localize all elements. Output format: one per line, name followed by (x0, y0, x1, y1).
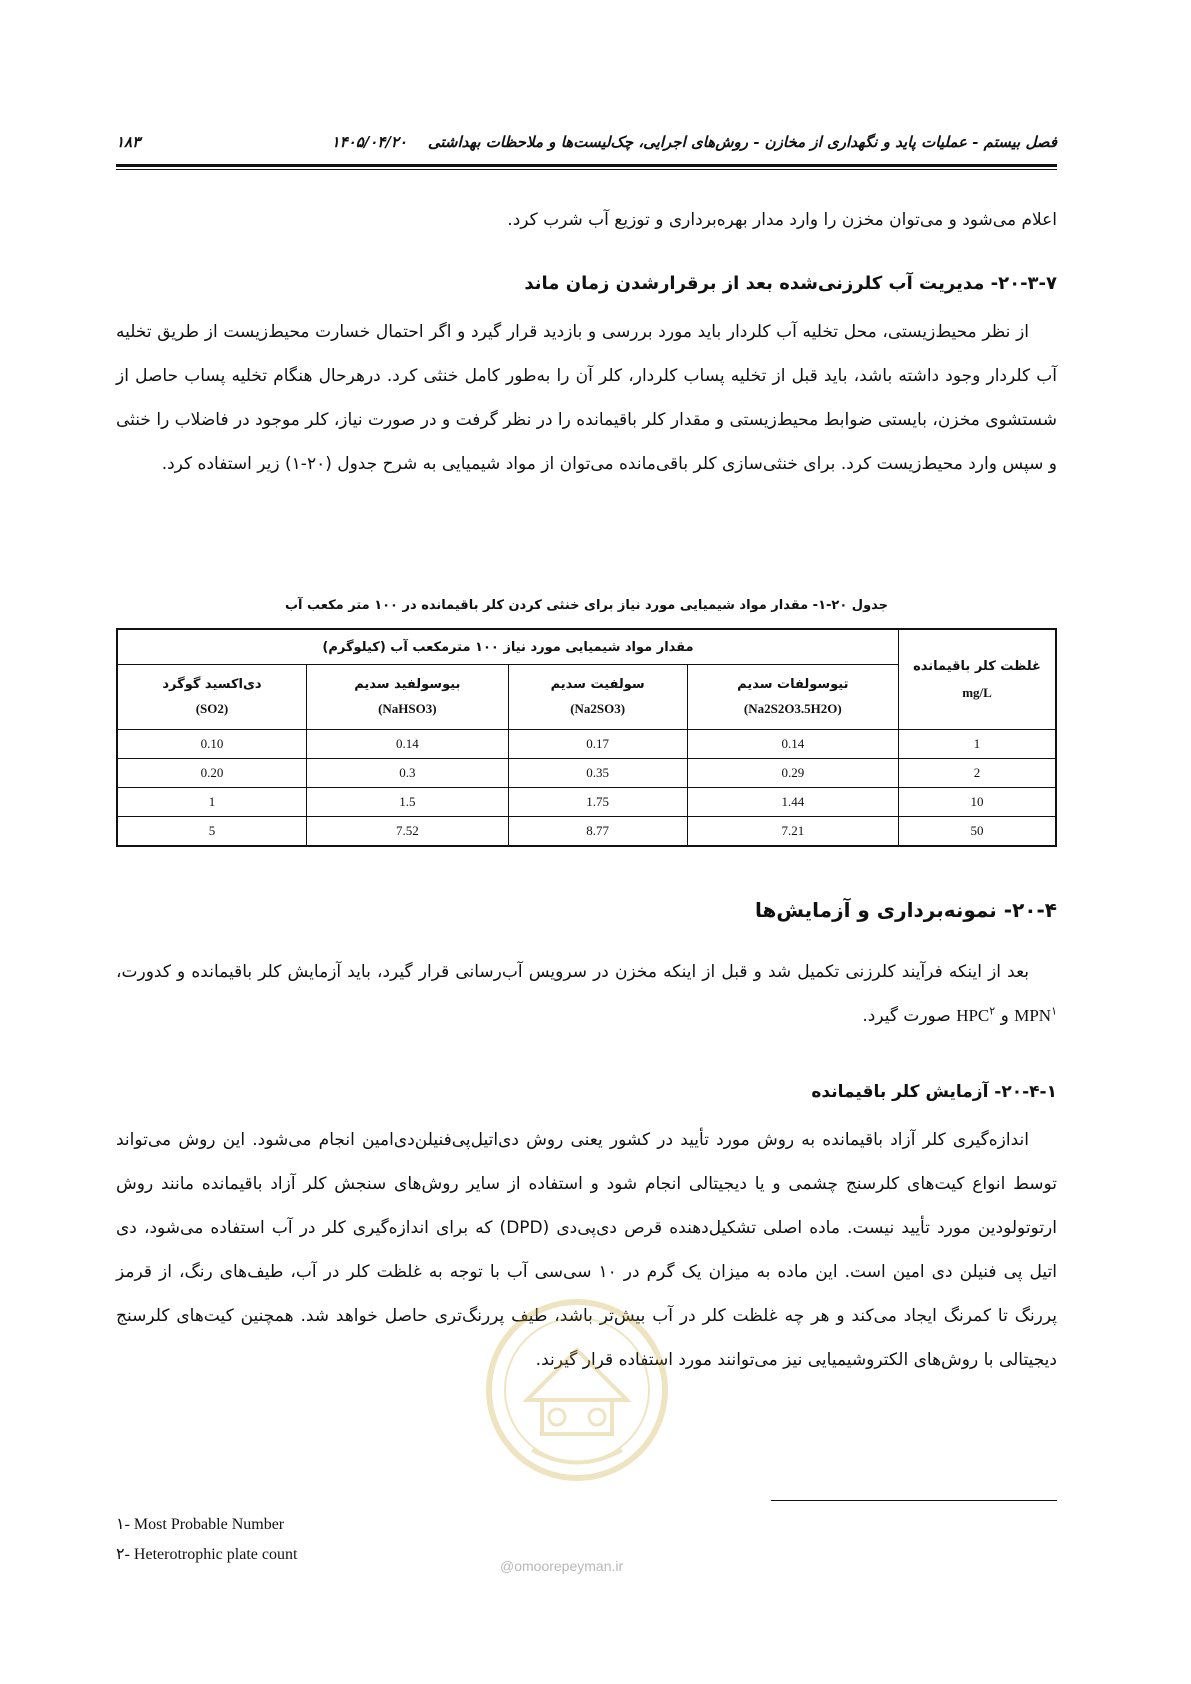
table-row (117, 817, 1056, 847)
table-cell: 10 (899, 788, 1057, 817)
table-row (117, 730, 1056, 759)
table-cell: 0.20 (117, 759, 306, 788)
table-cell: 1 (117, 788, 306, 817)
table-cell: 0.14 (687, 730, 898, 759)
section-20-3-7-paragraph: از نظر محیط‌زیستی، محل تخلیه آب کلردار باید مورد بررسی و بازدید قرار گیرد و اگر احتمال خسارت محیط‌زیست از طریق تخلیه آب کلردار وجود داشته باشد، باید قبل از تخلیه پساب کلردار، کلر آن را به‌طور کامل خنثی کرد. درهرحال هنگام تخلیه پساب حاصل از شستشوی مخزن، بایستی ضوابط محیط‌زیستی و مقدار کلر باقیمانده را در نظر گرفت و در صورت نیاز، کلر موجود در فاضلاب را خنثی و سپس وارد محیط‌زیست کرد. برای خنثی‌سازی کلر باقی‌مانده می‌توان از مواد شیمیایی به شرح جدول (۲۰-۱) زیر استفاده کرد. (116, 322, 1057, 474)
table-cell: 0.29 (687, 759, 898, 788)
table-cell: 2 (899, 759, 1057, 788)
table-cell: 1.5 (306, 788, 508, 817)
table-column-header: تیوسولفات سدیم (Na2S2O3.5H2O) (687, 665, 898, 730)
table-row (117, 788, 1056, 817)
table-cell: 0.35 (508, 759, 687, 788)
section-heading-20-4-1: ۲۰-۴-۱- آزمایش کلر باقیمانده (811, 1082, 1057, 1102)
table-cell: 7.52 (306, 817, 508, 847)
table-column-header: دی‌اکسید گوگرد (SO2) (117, 665, 306, 730)
header-title: فصل بیستم - عملیات پاید و نگهداری از مخازن - روش‌های اجرایی، چک‌لیست‌ها و ملاحظات بهداشتی ۱۴۰۵/۰۴/۲۰ (331, 133, 1057, 151)
table-row (117, 759, 1056, 788)
table-cell: 0.17 (508, 730, 687, 759)
table-cell: 1.44 (687, 788, 898, 817)
table-cell: 7.21 (687, 817, 898, 847)
table-cell: 8.77 (508, 817, 687, 847)
table-column-header: سولفیت سدیم (Na2SO3) (508, 665, 687, 730)
section-heading-20-3-7: ۲۰-۳-۷- مدیریت آب کلرزنی‌شده بعد از برقرارشدن زمان ماند (524, 273, 1057, 294)
table-row-header: غلظت کلر باقیمانده mg/L (899, 629, 1057, 730)
table-cell: 5 (117, 817, 306, 847)
table-column-header: بیوسولفید سدیم (NaHSO3) (306, 665, 508, 730)
section-20-4-paragraph: بعد از اینکه فرآیند کلرزنی تکمیل شد و قبل از اینکه مخزن در سرویس آب‌رسانی قرار گیرد، باید آزمایش کلر باقیمانده و کدورت، MPN$^۱$ و HPC$^۲$ صورت گیرد. (116, 962, 1057, 1026)
section-heading-20-4: ۲۰-۴- نمونه‌برداری و آزمایش‌ها (755, 898, 1057, 922)
mpn-term: MPN$^۱$ (1014, 1005, 1057, 1025)
table-cell: 1 (899, 730, 1057, 759)
footnotes (116, 1510, 297, 1570)
header-rule-thin (116, 169, 1057, 170)
section-20-4-1-paragraph: اندازه‌گیری کلر آزاد باقیمانده به روش مورد تأیید در کشور یعنی روش دی‌اتیل‌پی‌فنیلن‌دی‌امین انجام می‌شود. این روش می‌تواند توسط انواع کیت‌های کلرسنج چشمی و یا دیجیتالی انجام شود و استفاده از سایر روش‌های سنجش کلر آزاد باقیمانده مانند روش ارتوتولودین مورد تأیید نیست. ماده اصلی تشکیل‌دهنده قرص دی‌پی‌دی (DPD) که برای اندازه‌گیری کلر در آب استفاده می‌شود، دی اتیل پی فنیلن دی امین است. این ماده به میزان یک گرم در ۱۰ سی‌سی آب با توجه به غلظت کلر در آب، طیف‌های رنگ، از قرمز پررنگ تا کمرنگ ایجاد می‌کند و هر چه غلظت کلر در آب بیش‌تر باشد، طیف پررنگ‌تری حاصل خواهد شد. همچنین کیت‌های کلرسنج دیجیتالی با روش‌های الکتروشیمیایی نیز می‌توانند مورد استفاده قرار گیرند. (116, 1130, 1057, 1370)
table-group-header: مقدار مواد شیمیایی مورد نیاز ۱۰۰ مترمکعب آب (کیلوگرم) (117, 629, 899, 665)
table-cell: 50 (899, 817, 1057, 847)
table-cell: 1.75 (508, 788, 687, 817)
watermark-seal-icon (482, 1290, 672, 1490)
intro-paragraph: اعلام می‌شود و می‌توان مخزن را وارد مدار بهره‌برداری و توزیع آب شرب کرد. (507, 210, 1057, 230)
header-rule (116, 164, 1057, 167)
footnote-1: ۱- Most Probable Number (116, 1516, 285, 1533)
table-cell: 0.3 (306, 759, 508, 788)
page-number: ۱۸۳ (116, 133, 141, 151)
table-cell: 0.14 (306, 730, 508, 759)
table-cell: 0.10 (117, 730, 306, 759)
neutralization-table (116, 628, 1057, 847)
footnote-2: ۲- Heterotrophic plate count (116, 1546, 298, 1563)
table-caption: جدول ۲۰-۱- مقدار مواد شیمیایی مورد نیاز برای خنثی کردن کلر باقیمانده در ۱۰۰ متر مکعب آب (284, 598, 889, 613)
running-header (116, 126, 1057, 158)
hpc-term: HPC$^۲$ (956, 1005, 996, 1025)
footnote-rule (771, 1500, 1057, 1501)
watermark-url: @omoorepeyman.ir (500, 1558, 624, 1574)
header-date: ۱۴۰۵/۰۴/۲۰ (331, 133, 407, 151)
